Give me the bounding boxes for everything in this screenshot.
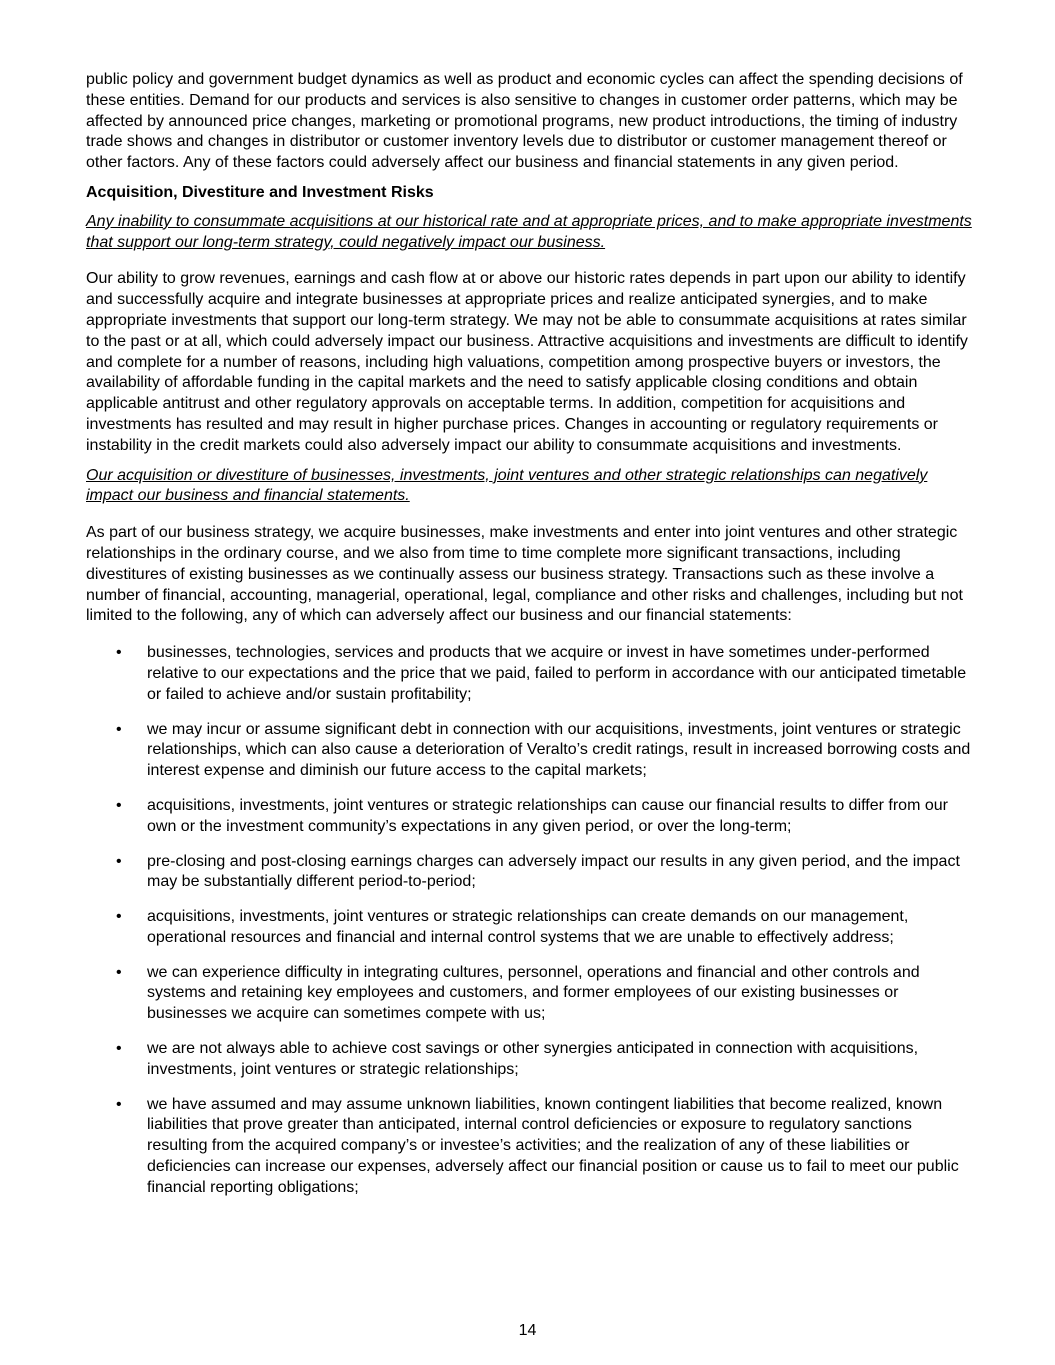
list-item-text: we can experience difficulty in integrating cultures, personnel, operations and financial and other controls and systems and retaining key employees and customers, and former employees of our existing businesses or businesses we acquire can sometimes compete with us; — [147, 963, 920, 1023]
list-item — [86, 907, 976, 949]
list-item-text: pre-closing and post-closing earnings charges can adversely impact our results in any given period, and the impact may be substantially different period-to-period; — [147, 852, 960, 891]
bullet-icon: • — [116, 852, 122, 870]
list-item — [86, 1039, 976, 1081]
bullet-icon: • — [116, 908, 122, 926]
list-item-text: acquisitions, investments, joint ventures or strategic relationships can cause our financial results to differ from our own or the investment community’s expectations in any given period, or over the long-term; — [147, 796, 948, 835]
risk-title-acquisition-divestiture: Our acquisition or divestiture of businesses, investments, joint ventures and other strategic relationships can negatively impact our business and financial statements. — [86, 466, 928, 505]
risk-body-acquisitions-rate: Our ability to grow revenues, earnings and cash flow at or above our historic rates depends in part upon our ability to identify and successfully acquire and integrate businesses at appropriate prices and realize anticipated synergies, and to make appropriate investments that support our long-term strategy. We may not be able to consummate acquisitions at rates similar to the past or at all, which could adversely impact our business. Attractive acquisitions and investments are difficult to identify and complete for a number of reasons, including high valuations, competition among prospective buyers or investors, the availability of affordable funding in the capital markets and the need to satisfy applicable closing conditions and obtain applicable antitrust and other regulatory approvals on acceptable terms. In addition, competition for acquisitions and investments has resulted and may result in higher purchase prices. Changes in accounting or regulatory requirements or instability in the credit markets could also adversely impact our ability to consummate acquisitions and investments. — [86, 270, 968, 454]
risk-bullet-list — [86, 643, 976, 1199]
list-item — [86, 720, 976, 782]
bullet-icon: • — [116, 720, 122, 738]
list-item-text: we may incur or assume significant debt in connection with our acquisitions, investments, joint ventures or strategic relationships, which can also cause a deterioration of Veralto’s credit ratings, result in increased borrowing costs and interest expense and diminish our future access to the capital markets; — [147, 720, 971, 780]
section-heading: Acquisition, Divestiture and Investment Risks — [86, 183, 434, 201]
list-item — [86, 796, 976, 838]
list-item — [86, 643, 976, 705]
intro-paragraph: public policy and government budget dynamics as well as product and economic cycles can affect the spending decisions of these entities. Demand for our products and services is also sensitive to changes in customer order patterns, which may be affected by announced price changes, marketing or promotional programs, new product introductions, the timing of industry trade shows and changes in distributor or customer inventory levels due to distributor or customer management thereof or other factors. Any of these factors could adversely affect our business and financial statements in any given period. — [86, 71, 963, 172]
list-item — [86, 1095, 976, 1199]
list-item — [86, 963, 976, 1025]
list-item-text: businesses, technologies, services and products that we acquire or invest in have sometimes under-performed relative to our expectations and the price that we paid, failed to perform in accordance with our anticipated timetable or failed to achieve and/or sustain profitability; — [147, 644, 967, 703]
page-number: 14 — [518, 1322, 537, 1339]
list-item-text: we have assumed and may assume unknown liabilities, known contingent liabilities that become realized, known liabilities that prove greater than anticipated, internal control deficiencies or exposure to regulatory sanctions resulting from the acquired company’s or investee’s activities; and the realization of any of these liabilities or deficiencies can increase our expenses, adversely affect our financial position or cause us to fail to meet our public financial reporting obligations; — [147, 1095, 959, 1196]
list-item — [86, 852, 976, 894]
bullet-icon: • — [116, 1040, 122, 1058]
list-item-text: acquisitions, investments, joint ventures or strategic relationships can create demands on our management, operational resources and financial and internal control systems that we are unable to effectively address; — [147, 908, 909, 946]
list-item-text: we are not always able to achieve cost savings or other synergies anticipated in connection with acquisitions, investments, joint ventures or strategic relationships; — [147, 1040, 919, 1078]
risk-body-acquisition-divestiture: As part of our business strategy, we acquire businesses, make investments and enter into joint ventures and other strategic relationships in the ordinary course, and we also from time to time complete more significant transactions, including divestitures of existing businesses as we continually assess our business strategy. Transactions such as these involve a number of financial, accounting, managerial, operational, legal, compliance and other risks and challenges, including but not limited to the following, any of which can adversely affect our business and our financial statements: — [86, 524, 963, 625]
document-page — [86, 70, 976, 1213]
risk-title-acquisitions-rate: Any inability to consummate acquisitions at our historical rate and at appropriate prices, and to make appropriate investments that support our long-term strategy, could negatively impact our business. — [86, 212, 972, 251]
bullet-icon: • — [116, 1095, 122, 1113]
bullet-icon: • — [116, 963, 122, 981]
bullet-icon: • — [116, 644, 122, 662]
bullet-icon: • — [116, 796, 122, 814]
